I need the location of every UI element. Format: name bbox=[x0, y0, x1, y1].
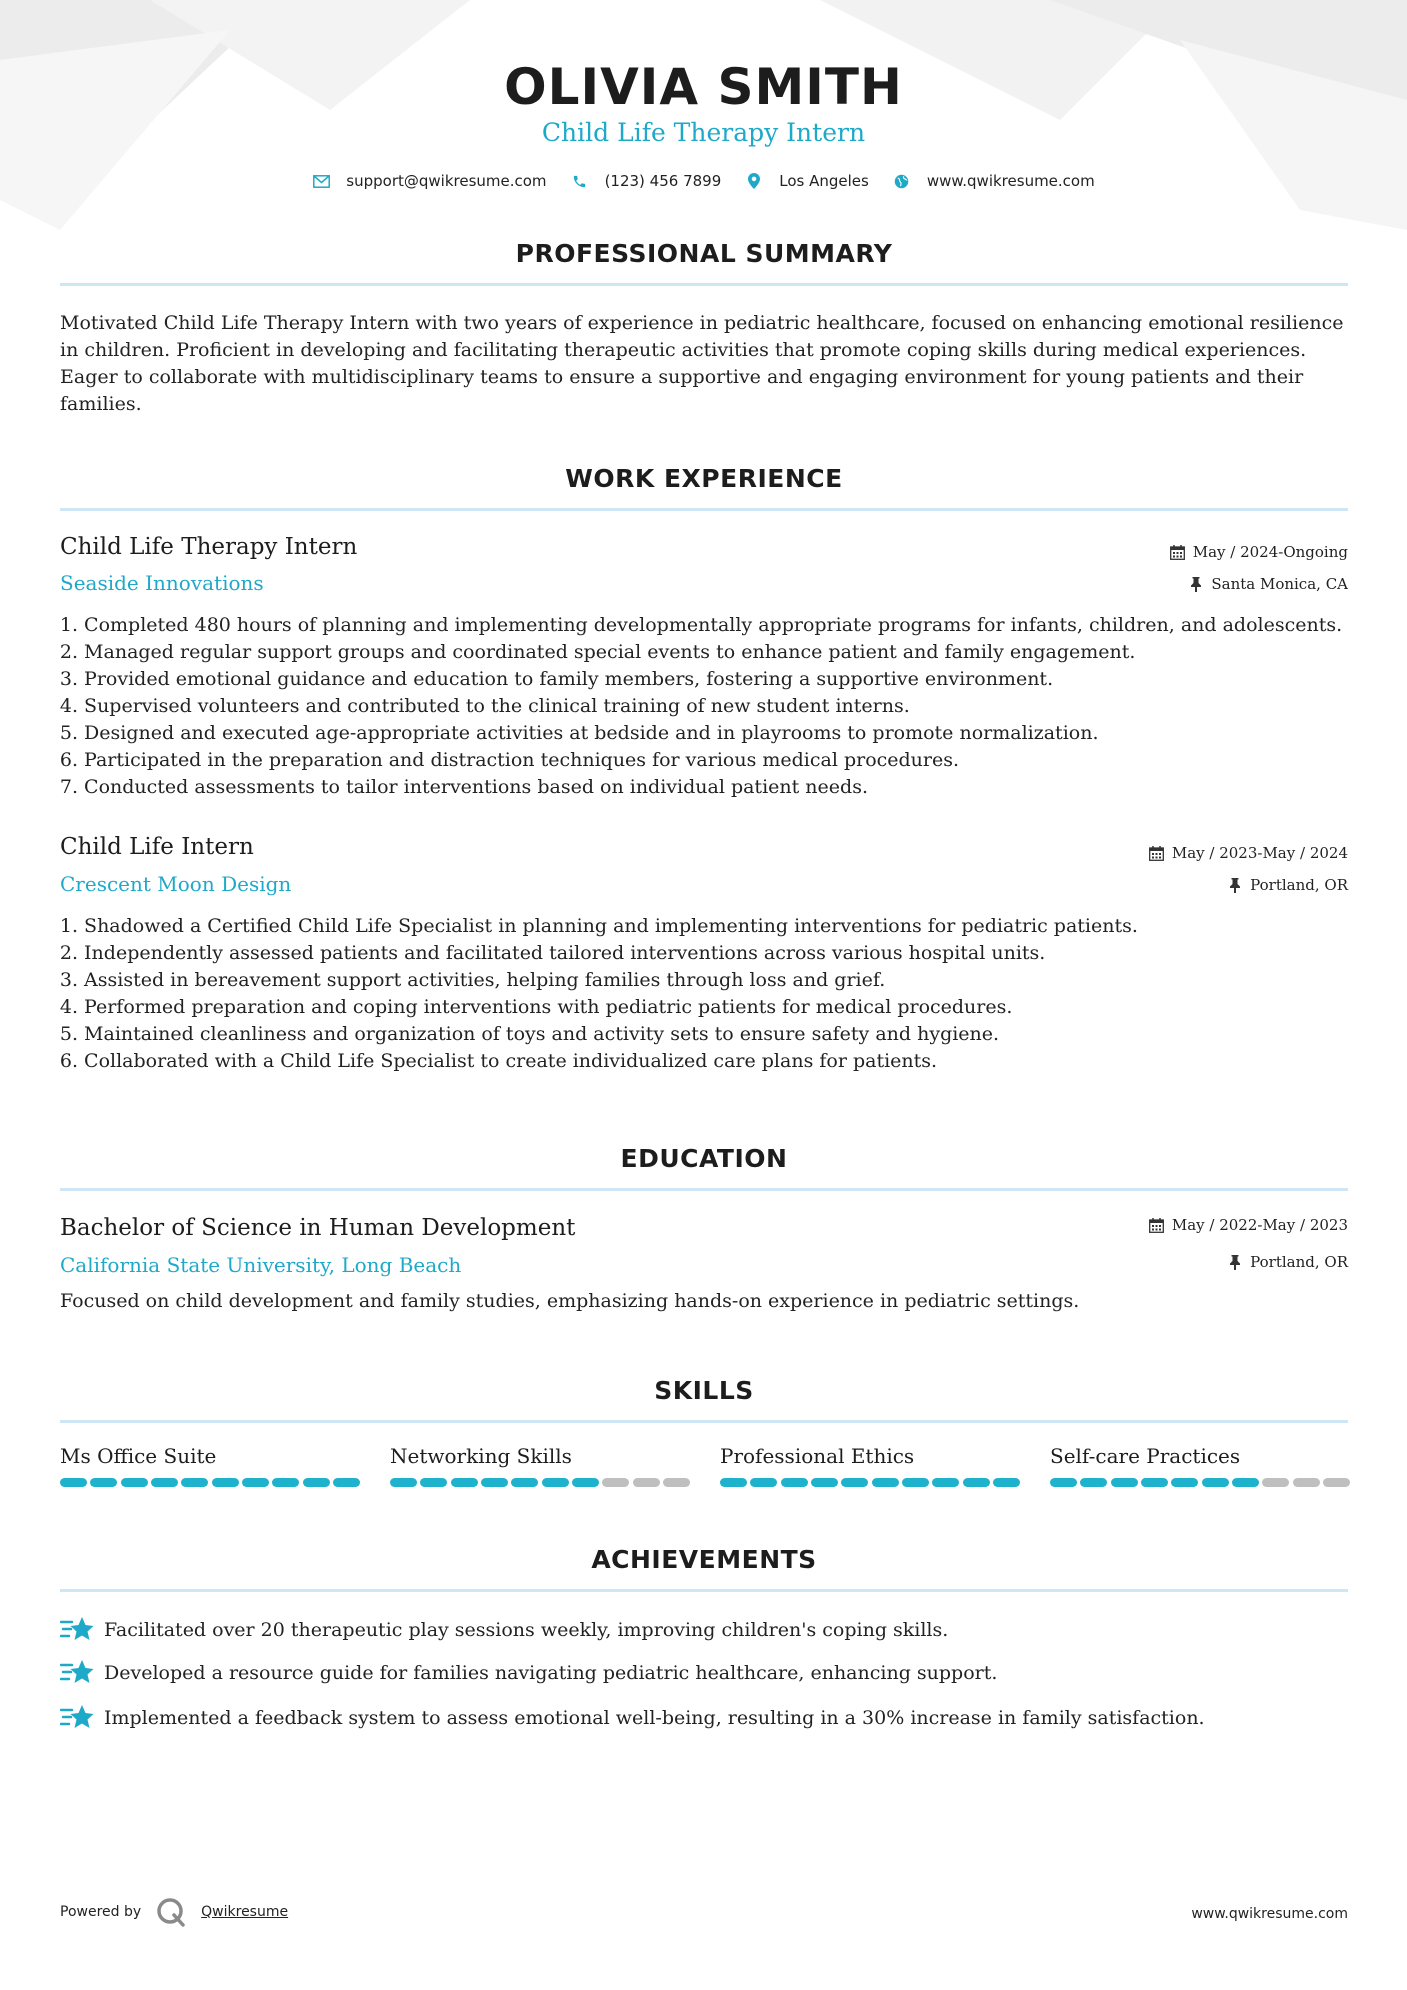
summary-line: families. bbox=[60, 393, 142, 415]
contact-website-text: www.qwikresume.com bbox=[926, 172, 1095, 190]
pushpin-icon bbox=[1227, 877, 1243, 893]
globe-icon bbox=[893, 172, 911, 190]
achievement-text: Developed a resource guide for families navigating pediatric healthcare, enhancing support. bbox=[104, 1662, 998, 1684]
job-location bbox=[1227, 876, 1348, 894]
degree-title: Bachelor of Science in Human Development bbox=[60, 1215, 576, 1241]
skill-segment-filled bbox=[1050, 1478, 1077, 1487]
shooting-star-icon bbox=[60, 1703, 94, 1733]
contact-location bbox=[745, 172, 869, 190]
summary-line: Motivated Child Life Therapy Intern with two years of experience in pediatric healthcare, focused on enhancing emotional resilience bbox=[60, 312, 1344, 334]
job-location bbox=[1188, 575, 1348, 593]
skill-segment-filled bbox=[542, 1478, 569, 1487]
brand-link[interactable]: Qwikresume bbox=[201, 1904, 289, 1920]
list-item: 5. Maintained cleanliness and organization of toys and activity sets to ensure safety and hygiene. bbox=[59, 1023, 1000, 1045]
skill-segment-filled bbox=[333, 1478, 360, 1487]
achievement-item bbox=[60, 1658, 1348, 1688]
skill-segment-filled bbox=[390, 1478, 417, 1487]
skill-segment-filled bbox=[1232, 1478, 1259, 1487]
skill-level-bar bbox=[1050, 1478, 1350, 1487]
shooting-star-icon bbox=[60, 1658, 94, 1688]
education-location-text: Portland, OR bbox=[1250, 1253, 1348, 1271]
list-item: 6. Participated in the preparation and distraction techniques for various medical procedures. bbox=[59, 749, 960, 771]
education-dates-text: May / 2022-May / 2023 bbox=[1171, 1216, 1348, 1234]
skill-name: Ms Office Suite bbox=[60, 1444, 217, 1468]
skill-segment-empty bbox=[602, 1478, 629, 1487]
summary-line: Eager to collaborate with multidisciplinary teams to ensure a supportive and engaging environment for young patients and their bbox=[60, 366, 1304, 388]
achievement-item bbox=[60, 1703, 1348, 1733]
job-dates bbox=[1149, 844, 1348, 862]
skill-segment-filled bbox=[1202, 1478, 1229, 1487]
school-name: California State University, Long Beach bbox=[60, 1253, 462, 1277]
achievement-item bbox=[60, 1615, 1348, 1645]
summary-line: in children. Proficient in developing and facilitating therapeutic activities that promote coping skills during medical experiences. bbox=[60, 339, 1307, 361]
skill-segment-filled bbox=[511, 1478, 538, 1487]
skill-segment-filled bbox=[993, 1478, 1020, 1487]
skill-segment-filled bbox=[303, 1478, 330, 1487]
list-item: 7. Conducted assessments to tailor interventions based on individual patient needs. bbox=[59, 776, 868, 798]
skill-segment-filled bbox=[902, 1478, 929, 1487]
contact-email-text: support@qwikresume.com bbox=[346, 172, 547, 190]
job-title: Child Life Intern bbox=[60, 834, 254, 860]
skill-segment-filled bbox=[1171, 1478, 1198, 1487]
list-item: 1. Shadowed a Certified Child Life Specialist in planning and implementing interventions for pediatric patients. bbox=[59, 915, 1138, 937]
skill-level-bar bbox=[60, 1478, 360, 1487]
contact-email[interactable] bbox=[312, 172, 546, 190]
achievements-divider bbox=[60, 1589, 1348, 1592]
skill-item bbox=[390, 1444, 690, 1487]
education-description: Focused on child development and family studies, emphasizing hands-on experience in pediatric settings. bbox=[60, 1290, 1080, 1312]
envelope-icon bbox=[312, 172, 330, 190]
achievements-heading: ACHIEVEMENTS bbox=[591, 1545, 817, 1574]
skill-segment-empty bbox=[633, 1478, 660, 1487]
skill-name: Networking Skills bbox=[390, 1444, 572, 1468]
calendar-icon bbox=[1149, 845, 1165, 861]
skill-segment-filled bbox=[420, 1478, 447, 1487]
skill-segment-filled bbox=[963, 1478, 990, 1487]
skill-segment-filled bbox=[272, 1478, 299, 1487]
list-item: 2. Independently assessed patients and facilitated tailored interventions across various hospital units. bbox=[59, 942, 1046, 964]
contact-bar bbox=[0, 172, 1407, 190]
skill-segment-empty bbox=[1293, 1478, 1320, 1487]
job-dates bbox=[1170, 543, 1348, 561]
list-item: 1. Completed 480 hours of planning and implementing developmentally appropriate programs for infants, children, and adolescents. bbox=[59, 614, 1343, 636]
footer-website[interactable]: www.qwikresume.com bbox=[1191, 1906, 1348, 1922]
skills-grid bbox=[60, 1444, 1350, 1487]
education-dates bbox=[1149, 1216, 1348, 1234]
pushpin-icon bbox=[1188, 576, 1204, 592]
skill-segment-filled bbox=[1141, 1478, 1168, 1487]
skill-segment-filled bbox=[212, 1478, 239, 1487]
skill-segment-filled bbox=[572, 1478, 599, 1487]
contact-website[interactable] bbox=[893, 172, 1095, 190]
map-pin-icon bbox=[745, 172, 763, 190]
list-item: 3. Assisted in bereavement support activities, helping families through loss and grief. bbox=[59, 969, 886, 991]
summary-heading: PROFESSIONAL SUMMARY bbox=[515, 239, 893, 268]
list-item: 4. Supervised volunteers and contributed to the clinical training of new student interns. bbox=[59, 695, 910, 717]
skill-segment-filled bbox=[151, 1478, 178, 1487]
skill-segment-filled bbox=[242, 1478, 269, 1487]
skill-segment-filled bbox=[781, 1478, 808, 1487]
skill-segment-filled bbox=[872, 1478, 899, 1487]
job-bullets bbox=[56, 612, 1356, 801]
job-company: Crescent Moon Design bbox=[60, 872, 292, 896]
skill-segment-filled bbox=[932, 1478, 959, 1487]
education-divider bbox=[60, 1188, 1348, 1191]
powered-by-label: Powered by bbox=[60, 1904, 142, 1920]
achievement-text: Implemented a feedback system to assess emotional well-being, resulting in a 30% increase in family satisfaction. bbox=[104, 1707, 1205, 1729]
experience-heading: WORK EXPERIENCE bbox=[565, 464, 843, 493]
skill-segment-empty bbox=[663, 1478, 690, 1487]
skill-segment-filled bbox=[60, 1478, 87, 1487]
experience-divider bbox=[60, 508, 1348, 511]
skill-segment-filled bbox=[481, 1478, 508, 1487]
job-title: Child Life Therapy Intern bbox=[60, 534, 358, 560]
skill-name: Professional Ethics bbox=[720, 1444, 915, 1468]
phone-icon bbox=[571, 172, 589, 190]
candidate-name: OLIVIA SMITH bbox=[504, 58, 903, 116]
summary-text bbox=[60, 310, 1348, 418]
skill-level-bar bbox=[720, 1478, 1020, 1487]
skill-segment-filled bbox=[181, 1478, 208, 1487]
contact-phone[interactable] bbox=[571, 172, 722, 190]
job-company: Seaside Innovations bbox=[60, 571, 264, 595]
list-item: 6. Collaborated with a Child Life Specialist to create individualized care plans for patients. bbox=[59, 1050, 938, 1072]
job-location-text: Santa Monica, CA bbox=[1211, 575, 1348, 593]
job-dates-text: May / 2023-May / 2024 bbox=[1171, 844, 1348, 862]
skill-name: Self-care Practices bbox=[1050, 1444, 1241, 1468]
skill-segment-filled bbox=[121, 1478, 148, 1487]
achievement-text: Facilitated over 20 therapeutic play sessions weekly, improving children's coping skills. bbox=[104, 1619, 949, 1641]
list-item: 4. Performed preparation and coping interventions with pediatric patients for medical procedures. bbox=[59, 996, 1013, 1018]
skill-item bbox=[720, 1444, 1020, 1487]
skill-item bbox=[60, 1444, 360, 1487]
education-heading: EDUCATION bbox=[620, 1144, 788, 1173]
skill-segment-filled bbox=[1080, 1478, 1107, 1487]
job-bullets bbox=[56, 913, 1356, 1075]
candidate-role: Child Life Therapy Intern bbox=[541, 118, 866, 147]
summary-divider bbox=[60, 283, 1348, 286]
shooting-star-icon bbox=[60, 1615, 94, 1645]
skill-segment-filled bbox=[750, 1478, 777, 1487]
list-item: 5. Designed and executed age-appropriate activities at bedside and in playrooms to promote normalization. bbox=[59, 722, 1099, 744]
pushpin-icon bbox=[1227, 1254, 1243, 1270]
calendar-icon bbox=[1170, 544, 1186, 560]
contact-location-text: Los Angeles bbox=[779, 172, 869, 190]
skill-segment-filled bbox=[720, 1478, 747, 1487]
job-dates-text: May / 2024-Ongoing bbox=[1192, 543, 1348, 561]
list-item: 2. Managed regular support groups and coordinated special events to enhance patient and family engagement. bbox=[59, 641, 1136, 663]
skill-segment-filled bbox=[1111, 1478, 1138, 1487]
skill-segment-empty bbox=[1323, 1478, 1350, 1487]
skill-segment-filled bbox=[90, 1478, 117, 1487]
list-item: 3. Provided emotional guidance and education to family members, fostering a supportive environment. bbox=[59, 668, 1054, 690]
contact-phone-text: (123) 456 7899 bbox=[604, 172, 722, 190]
education-location bbox=[1227, 1253, 1348, 1271]
skill-level-bar bbox=[390, 1478, 690, 1487]
calendar-icon bbox=[1149, 1217, 1165, 1233]
skill-segment-empty bbox=[1262, 1478, 1289, 1487]
skill-segment-filled bbox=[451, 1478, 478, 1487]
skill-segment-filled bbox=[811, 1478, 838, 1487]
qwikresume-logo-icon bbox=[155, 1896, 187, 1928]
skills-heading: SKILLS bbox=[654, 1376, 754, 1405]
footer-branding bbox=[60, 1896, 288, 1928]
skills-divider bbox=[60, 1420, 1348, 1423]
skill-segment-filled bbox=[841, 1478, 868, 1487]
job-location-text: Portland, OR bbox=[1250, 876, 1348, 894]
skill-item bbox=[1050, 1444, 1350, 1487]
